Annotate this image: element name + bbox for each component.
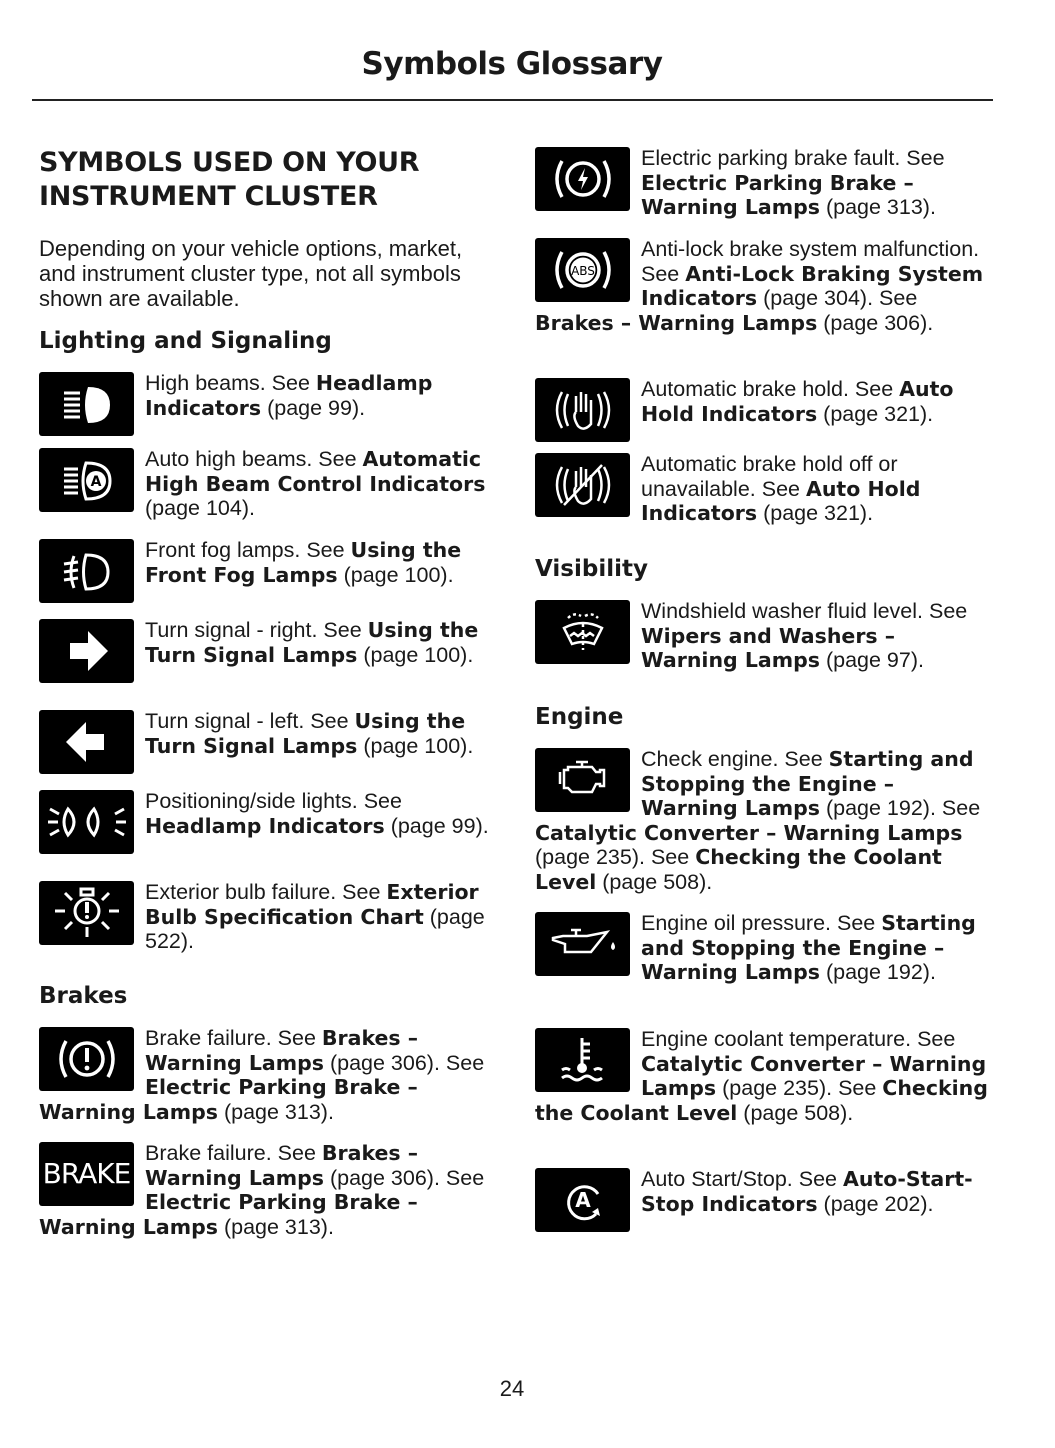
entry-reference-link[interactable]: Catalytic Converter – Warning Lamps [535, 820, 963, 845]
entry-reference-link[interactable]: Auto Hold Indicators [641, 476, 921, 525]
entry-text: See [838, 1076, 883, 1100]
turn-signal-right-icon [39, 619, 134, 683]
entry-page: (page 306). [817, 310, 934, 335]
symbol-entry-washer-fluid [535, 599, 995, 673]
entry-page: (page 321). [817, 401, 934, 426]
entry-page: (page 313). [820, 195, 936, 219]
symbol-entry-side-lights [39, 789, 499, 856]
entry-text: High beams. See [145, 371, 316, 395]
entry-reference-link[interactable]: Headlamp Indicators [145, 813, 385, 838]
symbol-entry-front-fog [39, 538, 499, 605]
svg-text:ABS: ABS [570, 264, 595, 278]
entry-reference-link[interactable]: Electric Parking Brake – Warning Lamps [39, 1190, 418, 1239]
entry-text: See [445, 1165, 485, 1190]
page-title: Symbols Glossary [361, 46, 663, 82]
entry-text: Anti-lock brake system malfunction. See [641, 237, 980, 286]
entry-text: Automatic brake hold off or unavailable. See [641, 452, 898, 501]
entry-reference-link[interactable]: Automatic High Beam Control Indicators [145, 447, 486, 496]
symbol-entry-turn-left [39, 709, 499, 776]
entry-reference-link[interactable]: Electric Parking Brake – Warning Lamps [641, 170, 914, 219]
symbol-entry-turn-right [39, 618, 499, 685]
entry-text: See [941, 796, 981, 820]
entry-reference-link[interactable]: Exterior Bulb Specification Chart [145, 880, 479, 929]
entry-reference-link[interactable]: Catalytic Converter – Warning Lamps [641, 1051, 987, 1100]
side-lights-icon [39, 790, 134, 854]
symbol-entry-exterior-bulb [39, 880, 499, 954]
section-heading: SYMBOLS USED ON YOUR INSTRUMENT CLUSTER [39, 147, 420, 212]
entry-page: (page 313). [218, 1099, 334, 1124]
entry-text: Windshield washer fluid level. See [641, 599, 968, 623]
entry-text: Auto Start/Stop. See [641, 1167, 843, 1191]
brake-text-icon [39, 1142, 134, 1206]
electric-parking-brake-icon [535, 147, 630, 211]
page-number: 24 [499, 1376, 525, 1401]
title-divider [32, 99, 993, 101]
entry-reference-link[interactable]: Starting and Stopping the Engine – Warning Lamps [641, 911, 976, 984]
auto-hold-off-icon [535, 453, 630, 517]
group-heading-engine: Engine [535, 704, 624, 730]
turn-signal-left-icon [39, 710, 134, 774]
symbol-entry-brake-text [39, 1141, 499, 1239]
entry-page: (page 235). [716, 1076, 839, 1100]
entry-text: Automatic brake hold. See [641, 377, 900, 401]
group-heading-lighting: Lighting and Signaling [39, 328, 332, 354]
symbol-entry-brake-failure [39, 1026, 499, 1124]
entry-text: Turn signal - right. See [145, 618, 368, 642]
entry-page: (page 304). [757, 286, 880, 310]
brake-icon-label: BRAKE [42, 1156, 131, 1190]
entry-reference-link[interactable]: Headlamp Indicators [145, 371, 433, 420]
entry-reference-link[interactable]: Auto Hold Indicators [641, 377, 954, 426]
entry-text: See [445, 1050, 485, 1075]
entry-text: Front fog lamps. See [145, 538, 351, 562]
entry-text: Electric parking brake fault. See [641, 146, 945, 170]
section-intro: Depending on your vehicle options, market, and instrument cluster type, not all symbols shown are available. [39, 236, 463, 311]
symbol-entry-high-beams [39, 371, 499, 438]
abs-icon [535, 238, 630, 302]
exterior-bulb-failure-icon [39, 881, 134, 945]
coolant-temperature-icon [535, 1028, 630, 1092]
entry-text: Turn signal - left. See [145, 709, 355, 733]
entry-page: (page 100). [337, 562, 454, 587]
auto-start-stop-icon [535, 1168, 630, 1232]
svg-text:A: A [574, 1188, 591, 1212]
brake-warning-icon [39, 1027, 134, 1091]
entry-text: Engine oil pressure. See [641, 911, 882, 935]
symbol-entry-auto-high-beams [39, 447, 499, 521]
entry-text: Brake failure. See [145, 1026, 322, 1050]
entry-reference-link[interactable]: Checking the Coolant Level [535, 845, 942, 894]
symbol-entry-auto-start-stop [535, 1167, 995, 1234]
entry-reference-link[interactable]: Starting and Stopping the Engine – Warning Lamps [641, 747, 974, 820]
symbol-entry-abs [535, 237, 995, 335]
symbol-entry-oil-pressure [535, 911, 995, 985]
entry-text: Check engine. See [641, 747, 829, 771]
group-heading-visibility: Visibility [535, 556, 648, 582]
entry-text: Positioning/side lights. See [145, 789, 402, 813]
entry-page: (page 306). [324, 1165, 446, 1190]
entry-page: (page 306). [324, 1050, 446, 1075]
washer-fluid-icon [535, 600, 630, 664]
check-engine-icon [535, 748, 630, 812]
entry-page: (page 508). [737, 1100, 854, 1125]
entry-text: Engine coolant temperature. See [641, 1027, 956, 1051]
entry-reference-link[interactable]: Using the Front Fog Lamps [145, 538, 462, 587]
entry-text: Exterior bulb failure. See [145, 880, 387, 904]
entry-reference-link[interactable]: Brakes – Warning Lamps [145, 1026, 419, 1075]
svg-text:A: A [90, 474, 101, 490]
entry-page: (page 202). [817, 1191, 934, 1216]
entry-page: (page 97). [820, 648, 924, 672]
entry-page: (page 235). [535, 845, 651, 869]
entry-reference-link[interactable]: Brakes – Warning Lamps [535, 310, 818, 335]
entry-page: (page 192). [820, 960, 936, 984]
entry-reference-link[interactable]: Electric Parking Brake – Warning Lamps [39, 1075, 418, 1124]
front-fog-lamp-icon [39, 539, 134, 603]
symbol-entry-check-engine [535, 747, 995, 894]
entry-page: (page 99). [261, 395, 366, 420]
symbol-entry-electric-parking-brake [535, 146, 995, 220]
auto-hold-icon [535, 378, 630, 442]
auto-high-beam-icon [39, 448, 134, 512]
symbol-entry-coolant-temperature [535, 1027, 995, 1125]
entry-page: (page 100). [357, 733, 474, 758]
entry-reference-link[interactable]: Auto-Start-Stop Indicators [641, 1167, 973, 1216]
entry-text: Brake failure. See [145, 1141, 322, 1165]
entry-reference-link[interactable]: Anti-Lock Braking System Indicators [641, 261, 984, 310]
entry-text: Auto high beams. See [145, 447, 363, 471]
symbol-entry-auto-hold-off [535, 452, 995, 526]
entry-page: (page 321). [757, 501, 874, 525]
entry-page: (page 313). [218, 1214, 334, 1239]
entry-reference-link[interactable]: Using the Turn Signal Lamps [145, 709, 466, 758]
entry-page: (page 508). [596, 869, 713, 894]
entry-reference-link[interactable]: Using the Turn Signal Lamps [145, 618, 479, 667]
group-heading-brakes: Brakes [39, 983, 128, 1009]
entry-page: (page 100). [357, 642, 474, 667]
oil-pressure-icon [535, 912, 630, 976]
entry-page: (page 522). [145, 904, 485, 953]
high-beam-icon [39, 372, 134, 436]
entry-page: (page 99). [384, 813, 489, 838]
entry-reference-link[interactable]: Brakes – Warning Lamps [145, 1141, 419, 1190]
entry-text: See [650, 845, 696, 869]
entry-reference-link[interactable]: Checking the Coolant Level [535, 1076, 988, 1125]
entry-text: See [879, 286, 918, 310]
entry-page: (page 192). [820, 796, 942, 820]
entry-reference-link[interactable]: Wipers and Washers – Warning Lamps [641, 623, 896, 672]
symbol-entry-auto-hold [535, 377, 995, 444]
entry-page: (page 104). [145, 496, 255, 520]
